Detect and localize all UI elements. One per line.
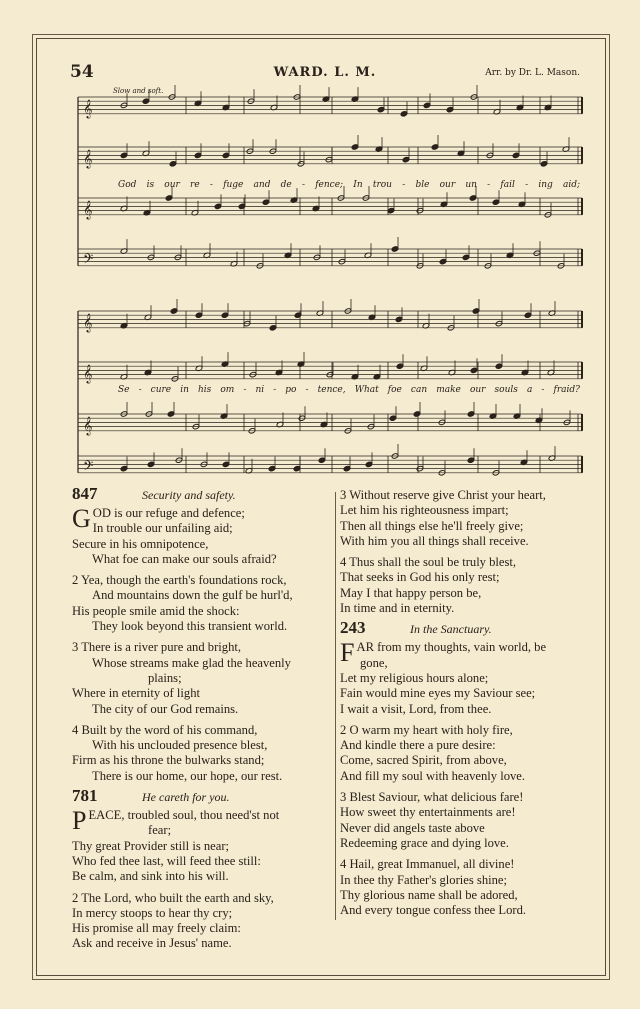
page-number: 54	[70, 62, 94, 82]
drop-cap: F	[340, 638, 355, 668]
verse	[340, 790, 592, 851]
verse-line: In thee thy Father's glories shine;	[340, 872, 508, 887]
lyric-syllable: a	[526, 385, 533, 395]
verse-line: Fain would mine eyes my Saviour see;	[340, 686, 536, 701]
verse-line: In mercy stoops to hear thy cry;	[72, 905, 233, 920]
verse-line: 4 Built by the word of his command,	[72, 722, 258, 737]
lyric-syllable: our	[469, 385, 486, 395]
clef: 𝄢	[83, 250, 94, 270]
verse	[340, 488, 592, 549]
hymn-number: 243	[340, 618, 366, 638]
lyric-syllable: souls	[494, 385, 518, 395]
clef: 𝄞	[83, 148, 93, 168]
lyric-syllable: aid;	[562, 180, 580, 190]
lyric-syllable: re	[190, 180, 200, 190]
verse-line: 3 Blest Saviour, what delicious fare!	[340, 790, 524, 805]
verse-line: That seeks in God his only rest;	[340, 570, 500, 585]
clef: 𝄞	[83, 98, 93, 118]
lyric-syllable: -	[525, 180, 529, 190]
verse-line: plains;	[148, 670, 182, 685]
verse-line: 2 The Lord, who built the earth and sky,	[72, 890, 274, 905]
column-divider	[335, 492, 336, 920]
lyric-syllable: ble	[415, 180, 430, 190]
lyric-syllable: his	[197, 385, 212, 395]
verse-line: May I that happy person be,	[340, 585, 482, 600]
lyric-syllable: -	[273, 385, 277, 395]
lyric-syllable: fence;	[315, 180, 344, 190]
verse-line: Whose streams make glad the heavenly	[92, 655, 291, 670]
lyrics-line-2	[118, 385, 580, 395]
lyric-syllable: -	[243, 385, 247, 395]
verse-line: Thy glorious name shall be adored,	[340, 887, 518, 902]
verse-line: Thy great Provider still is near;	[72, 838, 230, 853]
lyric-syllable: In	[353, 180, 363, 190]
verse-line: There is our home, our hope, our rest.	[92, 768, 283, 783]
lyric-syllable: -	[487, 180, 491, 190]
verse-line: And fill my soul with heavenly love.	[340, 768, 526, 783]
verse-line: They look beyond this transient world.	[92, 619, 288, 634]
verse-line: Secure in his omnipotence,	[72, 536, 209, 551]
lyric-syllable: fuge	[223, 180, 244, 190]
verse	[72, 723, 334, 784]
verse-line: Let my religious hours alone;	[340, 670, 489, 685]
verse	[72, 506, 334, 567]
lyric-syllable: our	[439, 180, 456, 190]
arranger-credit: Arr. by Dr. L. Mason.	[485, 68, 580, 78]
lyric-syllable: -	[301, 180, 306, 190]
verse-line: What foe can make our souls afraid?	[92, 551, 277, 566]
verse-line: EACE, troubled soul, thou need'st not	[88, 808, 280, 823]
hymn-heading	[340, 618, 592, 640]
lyric-syllable: -	[209, 180, 213, 190]
verse-line: Where in eternity of light	[72, 686, 200, 701]
verse-line: The city of our God remains.	[92, 701, 239, 716]
hymn-title: Security and safety.	[142, 488, 236, 502]
lyric-syllable: What	[354, 385, 379, 395]
verse-line: Be calm, and sink into his will.	[72, 869, 229, 884]
lyric-syllable: our	[164, 180, 180, 190]
verse-line: And every tongue confess thee Lord.	[340, 903, 527, 918]
verse-line: 4 Hail, great Immanuel, all divine!	[340, 857, 515, 872]
verse-line: 2 O warm my heart with holy fire,	[340, 722, 513, 737]
hymn-title: He careth for you.	[142, 790, 230, 805]
verse-line: In time and in eternity.	[340, 601, 455, 616]
verse	[340, 640, 592, 716]
verse-line: I wait a visit, Lord, from thee.	[340, 701, 492, 716]
verse-line: His people smile amid the shock:	[72, 603, 240, 618]
lyric-syllable: God	[118, 180, 137, 190]
clef: 𝄞	[83, 199, 93, 219]
lyric-syllable: -	[541, 385, 545, 395]
hymn-heading	[72, 786, 334, 808]
verse-line: And mountains down the gulf be hurl'd,	[92, 588, 293, 603]
drop-cap: G	[72, 504, 91, 533]
left-column	[72, 484, 334, 958]
lyric-syllable: -	[305, 385, 309, 395]
hymn	[340, 618, 592, 918]
hymn	[72, 786, 334, 952]
clef: 𝄞	[83, 415, 93, 435]
hymn-title: In the Sanctuary.	[410, 622, 492, 637]
lyric-syllable: -	[138, 385, 142, 395]
lyric-syllable: trou	[372, 180, 392, 190]
verse-line: 3 Without reserve give Christ your heart,	[340, 488, 546, 502]
verse-line: fear;	[148, 823, 172, 838]
lyric-syllable: ing	[538, 180, 553, 190]
verse-line: gone,	[360, 655, 388, 670]
lyric-syllable: Se	[118, 385, 130, 395]
verse-line: How sweet thy entertainments are!	[340, 805, 516, 820]
music-score	[0, 0, 640, 480]
verse-line: OD is our refuge and defence;	[92, 506, 245, 520]
verse	[72, 891, 334, 952]
lyric-syllable: can	[410, 385, 428, 395]
lyric-syllable: po	[285, 385, 297, 395]
clef: 𝄢	[83, 457, 94, 477]
lyric-syllable: fraid?	[553, 385, 580, 395]
verse-line: Who fed thee last, will feed thee still:	[72, 853, 261, 868]
right-column	[340, 488, 592, 924]
tempo-marking: Slow and soft.	[113, 87, 164, 95]
verse	[72, 640, 334, 716]
verse-line: And kindle there a pure desire:	[340, 738, 496, 753]
lyric-syllable: de	[280, 180, 292, 190]
verse-line: 3 There is a river pure and bright,	[72, 640, 242, 655]
lyric-syllable: foe	[387, 385, 402, 395]
verse-line: In trouble our unfailing aid;	[92, 521, 233, 536]
verse	[340, 857, 592, 918]
hymn-number: 781	[72, 786, 98, 806]
verse-line: With his unclouded presence blest,	[92, 738, 268, 753]
lyric-syllable: om	[220, 385, 235, 395]
verse-line: With him you all things shall receive.	[340, 533, 529, 548]
verse	[72, 808, 334, 884]
hymn	[72, 484, 334, 784]
lyric-syllable: ni	[255, 385, 265, 395]
verse	[340, 555, 592, 616]
verse-line: Redeeming grace and dying love.	[340, 835, 509, 850]
verse-line: His promise all may freely claim:	[72, 921, 241, 936]
verse-line: Firm as his throne the bulwarks stand;	[72, 753, 265, 768]
lyric-syllable: and	[253, 180, 271, 190]
verse-line: AR from my thoughts, vain world, be	[356, 640, 547, 655]
verse-line: Let him his righteousness impart;	[340, 503, 509, 518]
verse-line: 4 Thus shall the soul be truly blest,	[340, 555, 517, 570]
verse	[340, 723, 592, 784]
hymn-number: 847	[72, 484, 98, 503]
lyric-syllable: cure	[150, 385, 172, 395]
lyric-syllable: tence,	[317, 385, 346, 395]
lyric-syllable: in	[180, 385, 189, 395]
lyric-syllable: -	[402, 180, 406, 190]
clef: 𝄞	[83, 363, 93, 383]
lyric-syllable: is	[146, 180, 155, 190]
verse-line: Ask and receive in Jesus' name.	[72, 936, 232, 951]
hymn	[340, 488, 592, 616]
lyric-syllable: make	[436, 385, 461, 395]
verse-line: Never did angels taste above	[340, 820, 485, 835]
verse	[72, 573, 334, 634]
verse-line: Then all things else he'll freely give;	[340, 518, 524, 533]
verse-line: Come, sacred Spirit, from above,	[340, 753, 507, 768]
lyrics-line-1	[118, 180, 580, 190]
tune-title: WARD. L. M.	[273, 65, 377, 80]
verse-line: 2 Yea, though the earth's foundations rock,	[72, 573, 287, 588]
hymn-heading	[72, 484, 334, 506]
drop-cap: P	[72, 806, 87, 836]
lyric-syllable: fail	[500, 180, 515, 190]
clef: 𝄞	[83, 312, 93, 332]
lyric-syllable: un	[465, 180, 477, 190]
